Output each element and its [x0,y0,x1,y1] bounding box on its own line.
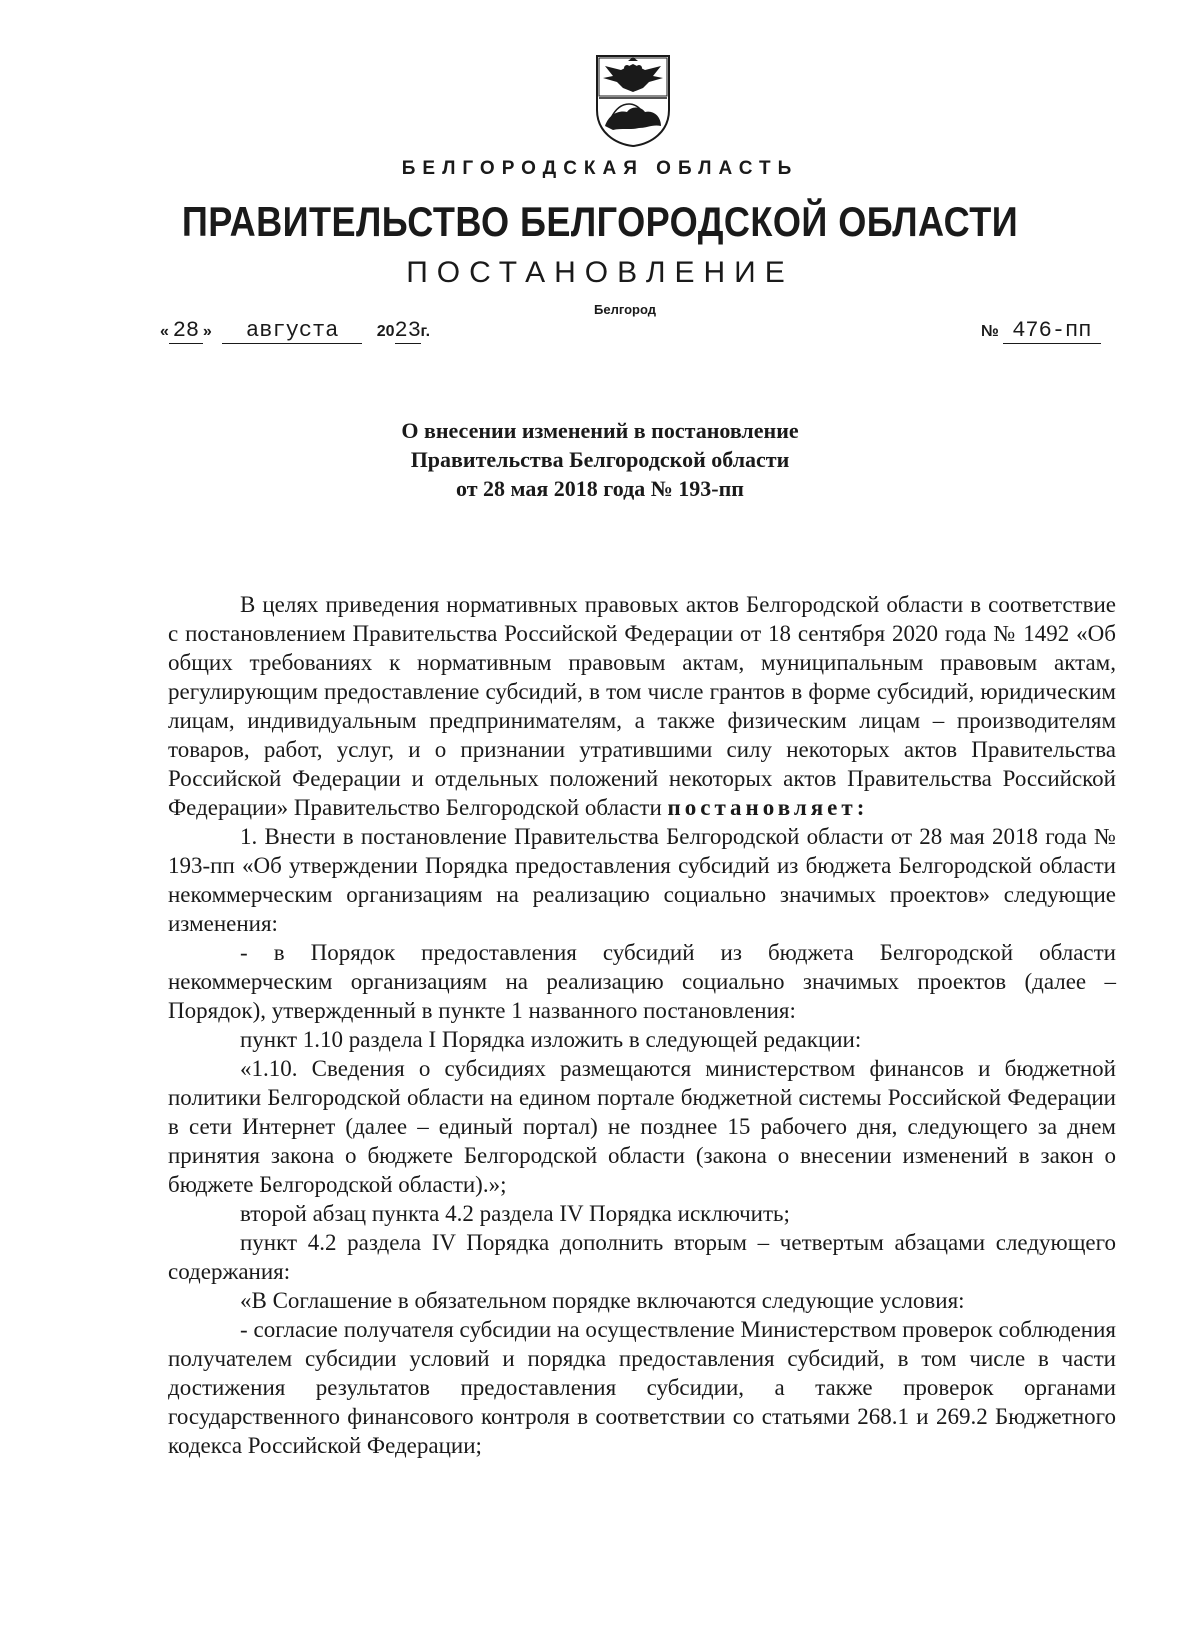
paragraph-point-1-10-text: «1.10. Сведения о субсидиях размещаются министерством финансов и бюджетной политики Белгородской области на едином портале бюджетной системы Российской Федерации в сети Интернет (далее – единый портал) не позднее 15 рабочего дня, следующего за днем принятия закона о бюджете Белгородской области (закона о внесении изменений в закон о бюджете Белгородской области).»; [168,1056,1116,1197]
number-value: 476-пп [1003,318,1101,344]
date-year-prefix: 20 [376,323,395,340]
document-body [168,590,1116,1460]
preamble-text: В целях приведения нормативных правовых актов Белгородской области в соответствие с постановлением Правительства Российской Федерации от 18 сентября 2020 года № 1492 «Об общих требованиях к нормативным правовым актам, муниципальным правовым актам, регулирующим предоставление субсидий, в том числе грантов в форме субсидий, юридическим лицам, индивидуальным предпринимателям, а также физическим лицам – производителям товаров, работ, услуг, и о признании утратившими силу некоторых актов Правительства Российской Федерации и отдельных положений некоторых актов Правительства Российской Федерации» Правительство Белгородской области [168,592,1116,820]
coat-of-arms-emblem [591,52,675,148]
paragraph-preamble [168,590,1116,822]
number-sign: № [981,323,999,340]
document-date [160,318,430,344]
government-title: ПРАВИТЕЛЬСТВО БЕЛГОРОДСКОЙ ОБЛАСТИ [181,198,1019,245]
decree-word: постановляет: [667,795,869,820]
date-day: 28 [169,318,203,344]
region-caption: БЕЛГОРОДСКАЯ ОБЛАСТЬ [401,158,799,179]
paragraph-item-1: 1. Внести в постановление Правительства Белгородской области от 28 мая 2018 года № 193-пп «Об утверждении Порядка предоставления субсидий из бюджета Белгородской области некоммерческим организациям на реализацию социально значимых проектов» следующие изменения: [168,824,1116,936]
paragraph-agreement-conditions: «В Соглашение в обязательном порядке включаются следующие условия: [240,1288,965,1313]
date-month: августа [222,318,362,344]
date-close-quote: » [202,323,212,340]
date-year-unit: г. [420,323,431,340]
paragraph-point-1-10: пункт 1.10 раздела I Порядка изложить в следующей редакции: [240,1027,862,1052]
document-number [981,318,1101,344]
subject-line: О внесении изменений в постановление [401,418,799,443]
subject-line: Правительства Белгородской области [410,447,790,472]
city-caption: Белгород [594,302,656,317]
paragraph-order-changes: - в Порядок предоставления субсидий из бюджета Белгородской области некоммерческим организациям на реализацию социально значимых проектов (далее – Порядок), утвержденный в пункте 1 названного постановления: [168,940,1116,1023]
document-type: ПОСТАНОВЛЕНИЕ [406,256,794,289]
document-subject [0,416,1200,503]
date-open-quote: « [160,323,169,340]
paragraph-consent-condition: - согласие получателя субсидии на осуществление Министерством проверок соблюдения получателем субсидии условий и порядка предоставления субсидий, в том числе в части достижения результатов предоставления субсидии, а также проверок органами государственного финансового контроля в соответствии со статьями 268.1 и 269.2 Бюджетного кодекса Российской Федерации; [168,1317,1116,1458]
paragraph-point-4-2-remove: второй абзац пункта 4.2 раздела IV Порядка исключить; [240,1201,790,1226]
subject-line: от 28 мая 2018 года № 193-пп [456,476,744,501]
date-year-suffix: 23 [394,318,421,343]
paragraph-point-4-2-add: пункт 4.2 раздела IV Порядка дополнить вторым – четвертым абзацами следующего содержания: [168,1230,1116,1284]
